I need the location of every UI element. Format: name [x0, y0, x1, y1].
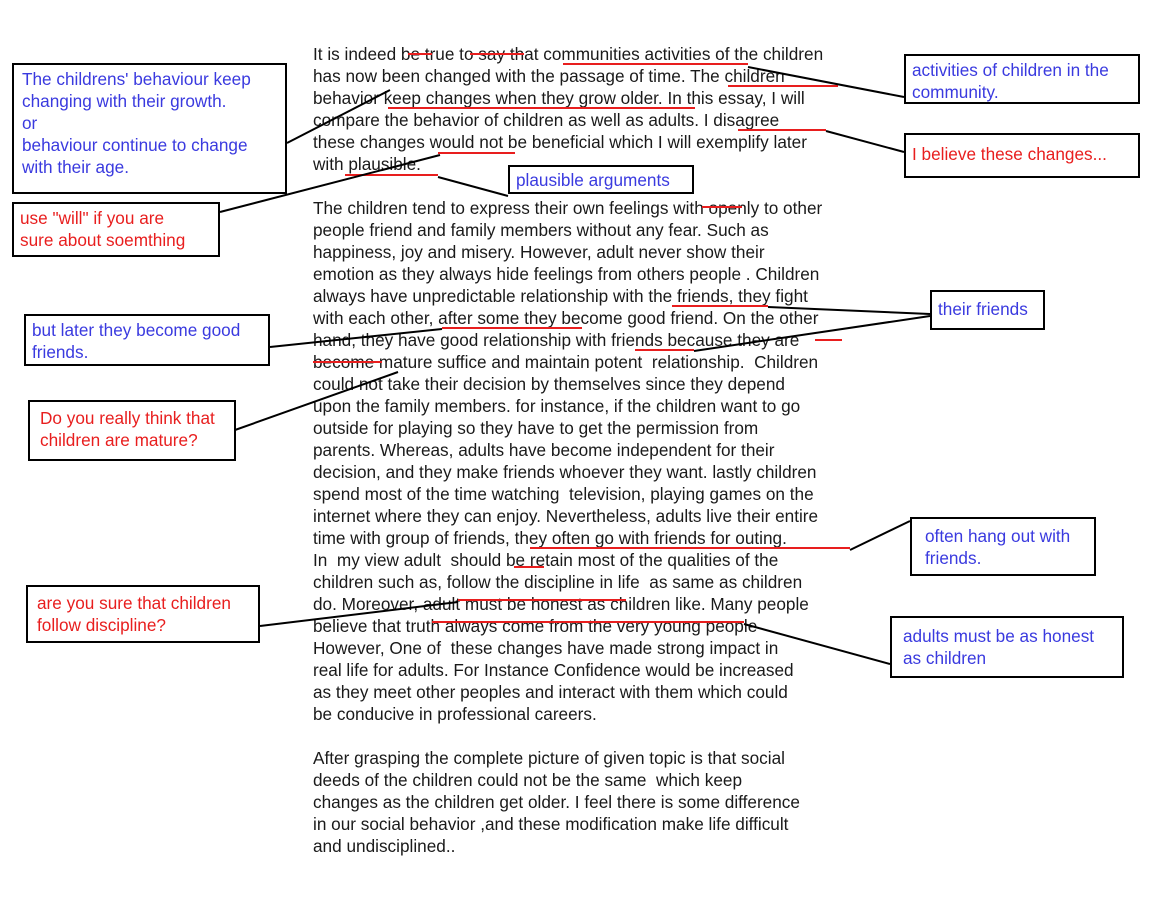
essay-line: become mature suffice and maintain potent relationship. Children: [313, 352, 819, 372]
essay-line: parents. Whereas, adults have become independent for their: [313, 440, 775, 460]
essay-line: real life for adults. For Instance Confidence would be increased: [313, 660, 794, 680]
essay-line: changes as the children get older. I feel there is some difference: [313, 792, 800, 812]
connector-line: [748, 67, 904, 97]
connector-line: [270, 329, 442, 347]
essay-line: internet where they can enjoy. Nevertheless, adults live their entire: [313, 506, 819, 526]
comment-line: behaviour continue to change: [22, 135, 248, 155]
connector-line: [260, 602, 458, 626]
comment-line: I believe these changes...: [912, 144, 1107, 164]
comment-line: often hang out with: [925, 526, 1071, 546]
comment-childrens-behaviour: [12, 63, 287, 194]
comment-line: friends.: [925, 548, 982, 568]
essay-line: be conducive in professional careers.: [313, 704, 597, 724]
essay-line: believe that truth always come from the very young people: [313, 616, 758, 636]
comment-plausible-arguments: [508, 165, 694, 194]
connector-line: [744, 624, 890, 664]
comment-line: but later they become good: [32, 320, 241, 340]
essay-line: with each other, after some they become good friend. On the other: [313, 308, 819, 328]
essay-line: and undisciplined..: [313, 836, 456, 856]
comment-later-friends: [24, 314, 270, 366]
comment-line: follow discipline?: [37, 615, 166, 635]
comment-their-friends: [930, 290, 1045, 330]
essay-line: behavior keep changes when they grow older. In this essay, I will: [313, 88, 805, 108]
essay-line: After grasping the complete picture of given topic is that social: [313, 748, 785, 768]
essay-line: compare the behavior of children as well as adults. I disagree: [313, 110, 780, 130]
essay-line: do. Moreover, adult must be honest as children like. Many people: [313, 594, 809, 614]
comment-line: The childrens' behaviour keep: [22, 69, 251, 89]
essay-line: However, One of these changes have made strong impact in: [313, 638, 779, 658]
comment-line: friends.: [32, 342, 89, 362]
comment-line: use "will" if you are: [20, 208, 165, 228]
comment-line: are you sure that children: [37, 593, 231, 613]
essay-line: always have unpredictable relationship with the friends, they fight: [313, 286, 808, 306]
essay-line: decision, and they make friends whoever they want. lastly children: [313, 462, 817, 482]
essay-line: emotion as they always hide feelings from others people . Children: [313, 264, 820, 284]
connector-line: [235, 372, 398, 430]
essay-line: has now been changed with the passage of time. The children: [313, 66, 785, 86]
comment-line: with their age.: [22, 157, 130, 177]
connector-line: [826, 131, 904, 152]
comment-line: children are mature?: [40, 430, 198, 450]
connector-line: [694, 316, 930, 351]
connector-line: [287, 90, 390, 143]
essay-line: these changes would not be beneficial which I will exemplify later: [313, 132, 807, 152]
comment-hang-out: [910, 517, 1096, 576]
comment-line: Do you really think that: [40, 408, 215, 428]
comment-i-believe: [904, 133, 1140, 178]
connector-line: [438, 177, 508, 196]
essay-line: could not take their decision by themselves since they depend: [313, 374, 785, 394]
comment-use-will: [12, 202, 220, 257]
comment-activities: [904, 54, 1140, 104]
essay-line: outside for playing so they have to get the permission from: [313, 418, 759, 438]
comment-line: their friends: [938, 299, 1028, 319]
comment-line: or: [22, 113, 38, 133]
comment-line: as children: [903, 648, 987, 668]
essay-line: in our social behavior ,and these modification make life difficult: [313, 814, 789, 834]
essay-line: with plausible.: [313, 154, 421, 174]
comment-line: plausible arguments: [516, 170, 670, 190]
essay-line: hand, they have good relationship with friends because they are: [313, 330, 800, 350]
comment-line: activities of children in the: [912, 60, 1109, 80]
essay-line: spend most of the time watching television, playing games on the: [313, 484, 814, 504]
connector-line: [850, 521, 910, 550]
comment-line: changing with their growth.: [22, 91, 227, 111]
comment-mature: [28, 400, 236, 461]
comment-honest: [890, 616, 1124, 678]
essay-line: children such as, follow the discipline in life as same as children: [313, 572, 803, 592]
essay-line: It is indeed be true to say that communities activities of the children: [313, 44, 824, 64]
essay-line: as they meet other peoples and interact with them which could: [313, 682, 788, 702]
essay-line: time with group of friends, they often go with friends for outing.: [313, 528, 787, 548]
essay-line: deeds of the children could not be the same which keep: [313, 770, 743, 790]
essay-line: upon the family members. for instance, if the children want to go: [313, 396, 801, 416]
essay-line: people friend and family members without any fear. Such as: [313, 220, 769, 240]
essay-line: happiness, joy and misery. However, adult never show their: [313, 242, 765, 262]
connector-line: [768, 307, 930, 314]
comment-line: adults must be as honest: [903, 626, 1095, 646]
essay-line: The children tend to express their own feelings with openly to other: [313, 198, 823, 218]
comment-line: community.: [912, 82, 999, 102]
comment-discipline: [26, 585, 260, 643]
comment-line: sure about soemthing: [20, 230, 186, 250]
essay-line: In my view adult should be retain most of the qualities of the: [313, 550, 779, 570]
